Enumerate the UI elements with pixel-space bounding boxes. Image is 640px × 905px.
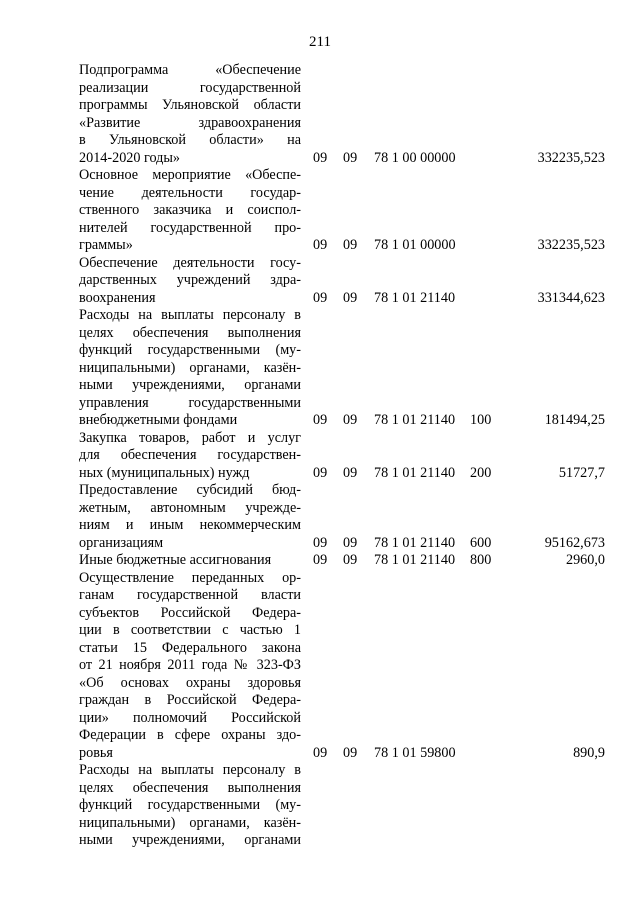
row-name-line: Расходы на выплаты персоналу в bbox=[79, 307, 301, 323]
row-name-line: для обеспечения государствен- bbox=[79, 447, 301, 463]
table-row bbox=[0, 62, 640, 167]
amount: 2960,0 bbox=[565, 552, 605, 568]
row-name-line: управления государственными bbox=[79, 394, 301, 411]
amount: 51727,7 bbox=[558, 464, 605, 481]
row-name-line: 2014-2020 годы» bbox=[79, 149, 181, 166]
subsection-code: 09 bbox=[343, 464, 358, 481]
expense-type-code: 200 bbox=[470, 464, 492, 481]
subsection-code: 09 bbox=[343, 412, 358, 428]
amount: 332235,523 bbox=[537, 237, 605, 253]
table-row bbox=[0, 482, 640, 552]
row-name-line: Предоставление субсидий бюд- bbox=[79, 482, 301, 498]
subsection-code: 09 bbox=[343, 237, 358, 253]
table-row bbox=[0, 430, 640, 483]
row-name-line: Федерации в сфере охраны здо- bbox=[79, 727, 301, 743]
target-article-code: 78 1 00 00000 bbox=[374, 149, 456, 166]
row-name-line: воохранения bbox=[79, 289, 156, 306]
row-name-line: граждан в Российской Федера- bbox=[79, 692, 301, 708]
row-name-line: граммы» bbox=[79, 237, 133, 253]
row-name-line: ственного заказчика и соиспол- bbox=[79, 202, 301, 218]
target-article-code: 78 1 01 21140 bbox=[374, 552, 456, 568]
section-code: 09 bbox=[313, 464, 328, 481]
section-code: 09 bbox=[313, 412, 328, 428]
target-article-code: 78 1 01 59800 bbox=[374, 744, 456, 761]
section-code: 09 bbox=[313, 149, 328, 166]
row-name-line: ными учреждениями, органами bbox=[79, 832, 301, 848]
row-name-line: целях обеспечения выполнения bbox=[79, 324, 301, 341]
row-name-line: Иные бюджетные ассигнования bbox=[79, 552, 272, 568]
row-name-line: «Развитие здравоохранения bbox=[79, 114, 301, 131]
row-name-line: Обеспечение деятельности госу- bbox=[79, 254, 301, 271]
row-name-line: целях обеспечения выполнения bbox=[79, 779, 301, 796]
row-name-line: Закупка товаров, работ и услуг bbox=[79, 429, 301, 446]
amount: 331344,623 bbox=[537, 289, 605, 306]
subsection-code: 09 bbox=[343, 289, 358, 306]
subsection-code: 09 bbox=[343, 744, 358, 761]
amount: 890,9 bbox=[573, 744, 605, 761]
page-number: 211 bbox=[309, 34, 331, 50]
section-code: 09 bbox=[313, 744, 328, 761]
table-row bbox=[0, 762, 640, 850]
row-name-line: чение деятельности государ- bbox=[79, 184, 301, 201]
row-name bbox=[79, 762, 301, 850]
row-name-line: жетным, автономным учрежде- bbox=[79, 499, 301, 516]
row-name-line: в Ульяновской области» на bbox=[79, 132, 301, 148]
target-article-code: 78 1 01 21140 bbox=[374, 289, 456, 306]
row-name-line: ции» полномочий Российской bbox=[79, 709, 301, 726]
amount: 95162,673 bbox=[544, 534, 605, 551]
target-article-code: 78 1 01 00000 bbox=[374, 237, 456, 253]
table-row bbox=[0, 307, 640, 430]
row-name-line: ниципальными) органами, казён- bbox=[79, 814, 301, 831]
expense-type-code: 800 bbox=[470, 552, 492, 568]
row-name-line: ниципальными) органами, казён- bbox=[79, 359, 301, 376]
target-article-code: 78 1 01 21140 bbox=[374, 412, 456, 428]
budget-table bbox=[0, 62, 640, 850]
subsection-code: 09 bbox=[343, 552, 358, 568]
subsection-code: 09 bbox=[343, 534, 358, 551]
row-name-line: Осуществление переданных ор- bbox=[79, 569, 301, 586]
amount: 332235,523 bbox=[537, 149, 605, 166]
row-name-line: ных (муниципальных) нужд bbox=[79, 464, 250, 481]
expense-type-code: 600 bbox=[470, 534, 492, 551]
table-row bbox=[0, 570, 640, 763]
row-name-line: программы Ульяновской области bbox=[79, 97, 301, 113]
row-name-line: организациям bbox=[79, 534, 164, 551]
row-name-line: ниям и иным некоммерческим bbox=[79, 517, 301, 533]
row-name-line: дарственных учреждений здра- bbox=[79, 272, 301, 288]
expense-type-code: 100 bbox=[470, 412, 492, 428]
row-name-line: субъектов Российской Федера- bbox=[79, 604, 301, 621]
row-name-line: Основное мероприятие «Обеспе- bbox=[79, 167, 301, 183]
row-name-line: функций государственными (му- bbox=[79, 342, 301, 358]
subsection-code: 09 bbox=[343, 149, 358, 166]
row-name-line: статьи 15 Федерального закона bbox=[79, 639, 301, 656]
table-row bbox=[0, 552, 640, 570]
row-name-line: реализации государственной bbox=[79, 79, 301, 96]
row-name-line: внебюджетными фондами bbox=[79, 412, 238, 428]
row-name-line: Подпрограмма «Обеспечение bbox=[79, 62, 301, 78]
row-name-line: от 21 ноября 2011 года № 323-ФЗ bbox=[79, 657, 301, 673]
section-code: 09 bbox=[313, 552, 328, 568]
section-code: 09 bbox=[313, 534, 328, 551]
row-name-line: функций государственными (му- bbox=[79, 797, 301, 813]
table-row bbox=[0, 167, 640, 255]
section-code: 09 bbox=[313, 289, 328, 306]
row-name-line: ными учреждениями, органами bbox=[79, 377, 301, 393]
row-name-line: «Об основах охраны здоровья bbox=[79, 674, 301, 691]
target-article-code: 78 1 01 21140 bbox=[374, 534, 456, 551]
row-name-line: нителей государственной про- bbox=[79, 219, 301, 236]
target-article-code: 78 1 01 21140 bbox=[374, 464, 456, 481]
amount: 181494,25 bbox=[544, 412, 605, 428]
section-code: 09 bbox=[313, 237, 328, 253]
row-name-line: Расходы на выплаты персоналу в bbox=[79, 762, 301, 778]
row-name-line: ровья bbox=[79, 744, 113, 761]
table-row bbox=[0, 255, 640, 308]
row-name bbox=[79, 570, 301, 763]
row-name-line: ции в соответствии с частью 1 bbox=[79, 622, 301, 638]
row-name-line: ганам государственной власти bbox=[79, 587, 301, 603]
